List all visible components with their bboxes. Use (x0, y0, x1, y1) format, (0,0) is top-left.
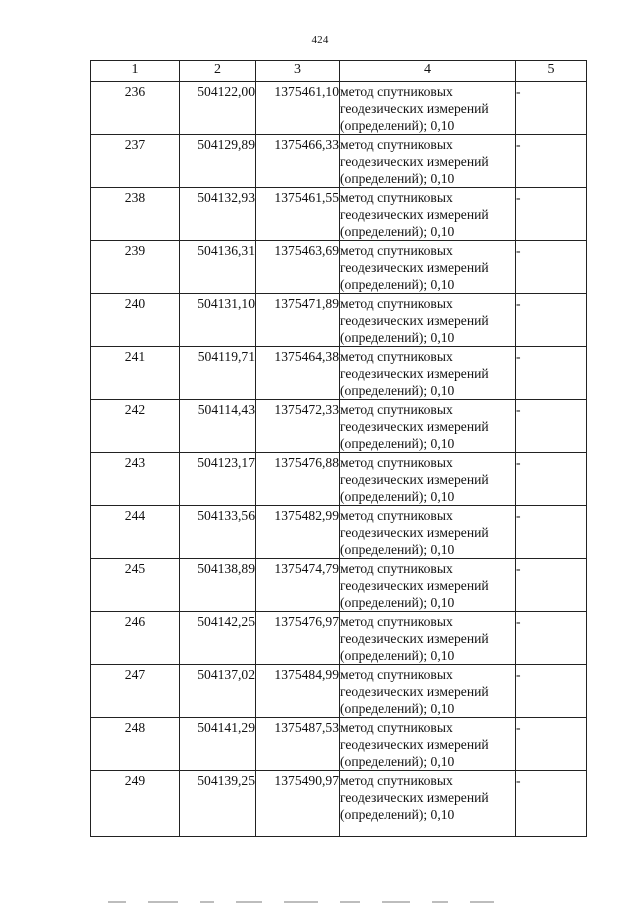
method-line-3: (определений); 0,10 (340, 171, 455, 186)
scan-bleed-through (108, 897, 568, 905)
y-coordinate-cell: 1375471,89 (256, 294, 340, 347)
point-number-cell: 248 (91, 718, 180, 771)
method-line-1: метод спутниковых (340, 349, 453, 364)
note-cell: - (516, 294, 587, 347)
x-coordinate-cell: 504129,89 (180, 135, 256, 188)
method-cell (340, 82, 516, 135)
method-line-3: (определений); 0,10 (340, 701, 455, 716)
y-coordinate-cell: 1375474,79 (256, 559, 340, 612)
method-line-3: (определений); 0,10 (340, 489, 455, 504)
y-coordinate-cell: 1375472,33 (256, 400, 340, 453)
table-row (91, 506, 587, 559)
table-row (91, 453, 587, 506)
table-row (91, 82, 587, 135)
x-coordinate-cell: 504119,71 (180, 347, 256, 400)
note-cell: - (516, 82, 587, 135)
y-coordinate-cell: 1375487,53 (256, 718, 340, 771)
method-line-3: (определений); 0,10 (340, 330, 455, 345)
note-cell: - (516, 241, 587, 294)
method-line-1: метод спутниковых (340, 84, 453, 99)
coordinates-table (90, 60, 587, 837)
table-row (91, 400, 587, 453)
method-line-1: метод спутниковых (340, 667, 453, 682)
method-line-2: геодезических измерений (340, 419, 489, 434)
method-cell (340, 665, 516, 718)
method-cell (340, 241, 516, 294)
method-cell (340, 612, 516, 665)
method-line-2: геодезических измерений (340, 101, 489, 116)
x-coordinate-cell: 504132,93 (180, 188, 256, 241)
method-line-2: геодезических измерений (340, 260, 489, 275)
method-cell (340, 294, 516, 347)
method-cell (340, 559, 516, 612)
x-coordinate-cell: 504138,89 (180, 559, 256, 612)
y-coordinate-cell: 1375461,55 (256, 188, 340, 241)
note-cell: - (516, 612, 587, 665)
note-cell: - (516, 347, 587, 400)
method-line-3: (определений); 0,10 (340, 383, 455, 398)
header-col-2: 2 (180, 61, 256, 82)
method-line-3: (определений); 0,10 (340, 542, 455, 557)
y-coordinate-cell: 1375484,99 (256, 665, 340, 718)
header-col-1: 1 (91, 61, 180, 82)
method-cell (340, 453, 516, 506)
point-number-cell: 237 (91, 135, 180, 188)
method-line-3: (определений); 0,10 (340, 595, 455, 610)
table-row (91, 135, 587, 188)
note-cell: - (516, 506, 587, 559)
header-col-4: 4 (340, 61, 516, 82)
point-number-cell: 238 (91, 188, 180, 241)
note-cell: - (516, 400, 587, 453)
method-cell (340, 400, 516, 453)
point-number-cell: 249 (91, 771, 180, 837)
y-coordinate-cell: 1375476,97 (256, 612, 340, 665)
method-line-2: геодезических измерений (340, 790, 489, 805)
point-number-cell: 239 (91, 241, 180, 294)
method-line-3: (определений); 0,10 (340, 807, 455, 822)
x-coordinate-cell: 504123,17 (180, 453, 256, 506)
table-row (91, 718, 587, 771)
method-line-3: (определений); 0,10 (340, 436, 455, 451)
table-row (91, 294, 587, 347)
point-number-cell: 244 (91, 506, 180, 559)
method-cell (340, 506, 516, 559)
table-row (91, 771, 587, 837)
table-row (91, 188, 587, 241)
x-coordinate-cell: 504141,29 (180, 718, 256, 771)
y-coordinate-cell: 1375476,88 (256, 453, 340, 506)
table-row (91, 612, 587, 665)
method-line-2: геодезических измерений (340, 154, 489, 169)
point-number-cell: 243 (91, 453, 180, 506)
method-line-1: метод спутниковых (340, 190, 453, 205)
y-coordinate-cell: 1375461,10 (256, 82, 340, 135)
method-line-2: геодезических измерений (340, 366, 489, 381)
x-coordinate-cell: 504114,43 (180, 400, 256, 453)
header-col-5: 5 (516, 61, 587, 82)
point-number-cell: 246 (91, 612, 180, 665)
method-cell (340, 135, 516, 188)
x-coordinate-cell: 504122,00 (180, 82, 256, 135)
y-coordinate-cell: 1375464,38 (256, 347, 340, 400)
table-row (91, 347, 587, 400)
method-line-2: геодезических измерений (340, 313, 489, 328)
method-line-2: геодезических измерений (340, 631, 489, 646)
method-line-1: метод спутниковых (340, 402, 453, 417)
method-line-1: метод спутниковых (340, 508, 453, 523)
table-row (91, 241, 587, 294)
note-cell: - (516, 771, 587, 837)
method-line-2: геодезических измерений (340, 737, 489, 752)
method-line-1: метод спутниковых (340, 243, 453, 258)
x-coordinate-cell: 504139,25 (180, 771, 256, 837)
y-coordinate-cell: 1375482,99 (256, 506, 340, 559)
table-row (91, 559, 587, 612)
method-line-3: (определений); 0,10 (340, 277, 455, 292)
method-line-1: метод спутниковых (340, 773, 453, 788)
y-coordinate-cell: 1375466,33 (256, 135, 340, 188)
x-coordinate-cell: 504142,25 (180, 612, 256, 665)
point-number-cell: 236 (91, 82, 180, 135)
method-line-1: метод спутниковых (340, 720, 453, 735)
method-line-1: метод спутниковых (340, 137, 453, 152)
method-line-2: геодезических измерений (340, 525, 489, 540)
method-line-3: (определений); 0,10 (340, 754, 455, 769)
method-cell (340, 188, 516, 241)
x-coordinate-cell: 504133,56 (180, 506, 256, 559)
y-coordinate-cell: 1375490,97 (256, 771, 340, 837)
method-line-3: (определений); 0,10 (340, 224, 455, 239)
note-cell: - (516, 718, 587, 771)
table-row (91, 665, 587, 718)
method-line-1: метод спутниковых (340, 455, 453, 470)
point-number-cell: 240 (91, 294, 180, 347)
page-number: 424 (311, 34, 329, 46)
method-line-1: метод спутниковых (340, 614, 453, 629)
method-line-3: (определений); 0,10 (340, 118, 455, 133)
note-cell: - (516, 559, 587, 612)
method-line-1: метод спутниковых (340, 296, 453, 311)
x-coordinate-cell: 504137,02 (180, 665, 256, 718)
point-number-cell: 245 (91, 559, 180, 612)
method-cell (340, 347, 516, 400)
method-cell (340, 771, 516, 837)
note-cell: - (516, 135, 587, 188)
table-body (91, 82, 587, 837)
table-header (91, 61, 587, 82)
x-coordinate-cell: 504131,10 (180, 294, 256, 347)
point-number-cell: 242 (91, 400, 180, 453)
header-col-3: 3 (256, 61, 340, 82)
note-cell: - (516, 453, 587, 506)
note-cell: - (516, 665, 587, 718)
point-number-cell: 247 (91, 665, 180, 718)
method-line-3: (определений); 0,10 (340, 648, 455, 663)
y-coordinate-cell: 1375463,69 (256, 241, 340, 294)
method-line-1: метод спутниковых (340, 561, 453, 576)
x-coordinate-cell: 504136,31 (180, 241, 256, 294)
header-row (91, 61, 587, 82)
method-line-2: геодезических измерений (340, 207, 489, 222)
method-line-2: геодезических измерений (340, 472, 489, 487)
point-number-cell: 241 (91, 347, 180, 400)
method-line-2: геодезических измерений (340, 578, 489, 593)
method-cell (340, 718, 516, 771)
note-cell: - (516, 188, 587, 241)
method-line-2: геодезических измерений (340, 684, 489, 699)
